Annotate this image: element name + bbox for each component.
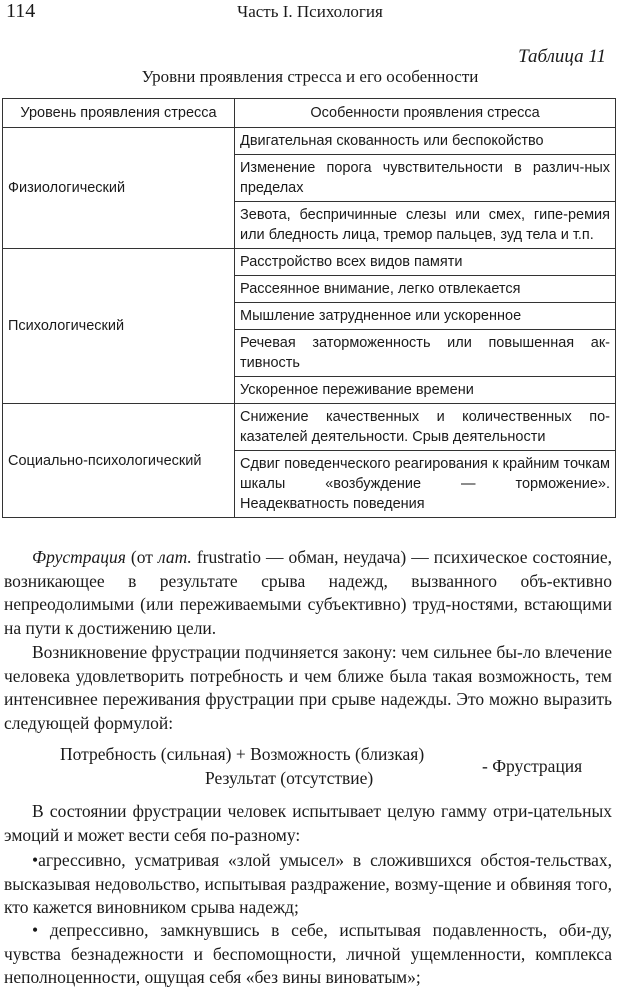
stress-levels-table xyxy=(2,98,616,518)
table-row xyxy=(3,404,616,451)
formula-denominator: Результат (отсутствие) xyxy=(205,768,374,788)
paragraph-text: frustratio — обман, неудача) — психическое состояние, возникающее в результате срыва надежд, вызванного объ-ективно непреодолимыми (или переживаемыми субъективно) труд-ностями, встающими на пути к достижению цели. xyxy=(4,547,612,638)
feature-cell: Снижение качественных и количественных по-казателей деятельности. Срыв деятельности xyxy=(235,404,616,451)
formula-result: - Фрустрация xyxy=(482,756,583,776)
feature-cell: Рассеянное внимание, легко отвлекается xyxy=(235,276,616,303)
table-header-row xyxy=(3,99,616,128)
table-number: Таблица 11 xyxy=(518,46,606,67)
level-cell-physiological: Физиологический xyxy=(3,128,235,249)
formula-numerator: Потребность (сильная) + Возможность (близкая) xyxy=(60,744,425,764)
list-item-aggressive: •агрессивно, усматривая «злой умысел» в сложившихся обстоя-тельствах, высказывая недовольство, испытывая раздражение, возму-щение и обвиняя того, кто кажется виновником срыва надежд; xyxy=(4,850,612,917)
feature-cell: Речевая заторможенность или повышенная ак-тивность xyxy=(235,330,616,377)
feature-cell: Мышление затрудненное или ускоренное xyxy=(235,303,616,330)
feature-cell: Ускоренное переживание времени xyxy=(235,377,616,404)
level-cell-psychological: Психологический xyxy=(3,249,235,404)
term-frustration: Фрустрация xyxy=(32,547,126,567)
paragraph-emotions: В состоянии фрустрации человек испытывает целую гамму отри-цательных эмоций и может вести себя по-разному: xyxy=(4,801,612,845)
feature-cell: Двигательная скованность или беспокойство xyxy=(235,128,616,155)
feature-cell: Сдвиг поведенческого реагирования к крайним точкам шкалы «возбуждение — торможение». Неадекватность поведения xyxy=(235,451,616,518)
paragraph-frustration-definition xyxy=(4,546,612,640)
col-header-features: Особенности проявления стресса xyxy=(235,99,616,128)
feature-cell: Изменение порога чувствительности в различ-ных пределах xyxy=(235,155,616,202)
abbrev-latin: лат. xyxy=(157,547,192,567)
table-row xyxy=(3,249,616,276)
level-cell-social: Социально-психологический xyxy=(3,404,235,518)
feature-cell: Расстройство всех видов памяти xyxy=(235,249,616,276)
table-title: Уровни проявления стресса и его особенности xyxy=(141,67,479,86)
paragraph-law: Возникновение фрустрации подчиняется закону: чем сильнее бы-ло влечение человека удовлетворить потребность и чем ближе была такая возможность, тем интенсивнее переживания фрустрации при срыве надежды. Это можно выразить следующей формулой: xyxy=(4,642,612,733)
list-item-depressive: • депрессивно, замкнувшись в себе, испытывая подавленность, оби-ду, чувства безнадежности и беспомощности, личной ущемленности, комплекса неполноценности, ощущая себя «без вины виноватым»; xyxy=(4,920,612,987)
page-number: 114 xyxy=(6,0,36,22)
col-header-level: Уровень проявления стресса xyxy=(3,99,235,128)
table-row xyxy=(3,128,616,155)
running-head: Часть I. Психология xyxy=(237,2,383,21)
paragraph-text: (от xyxy=(125,547,158,567)
feature-cell: Зевота, беспричинные слезы или смех, гипе-ремия или бледность лица, тремор пальцев, зуд тела и т.п. xyxy=(235,202,616,249)
